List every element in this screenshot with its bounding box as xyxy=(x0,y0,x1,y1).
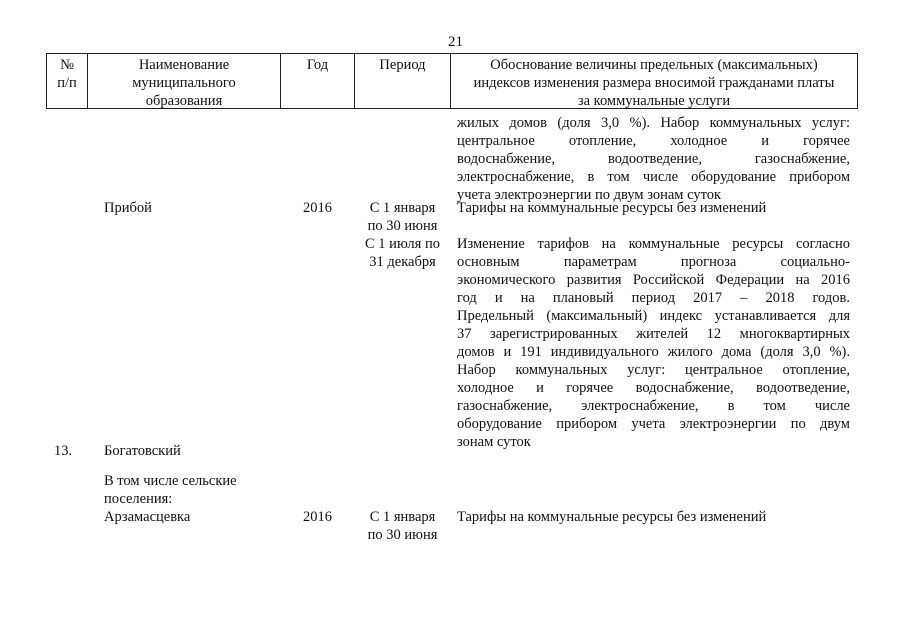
header-municipality: Наименование муниципального образования xyxy=(132,57,236,109)
subheader-text: В том числе сельские поселения: xyxy=(104,473,237,507)
basis-text: Тарифы на коммунальные ресурсы без изменений xyxy=(457,509,767,525)
basis-paragraph: Изменение тарифов на коммунальные ресурсы согласно основным параметрам прогноза социально- экономического развития Российской Федерации на 2016 год и на плановый период 2017 – 2018 годов. Предельный (максимальный) индекс устанавливается для 37 зарегистрированных жителей 12 многоквартирных домов и 191 индивидуального жилого дома (доля 3,0 %). Набор коммунальных услуг: центральное отопление, холодное и горячее водоснабжение, водоотведение, газоснабжение, электроснабжение, в том числе оборудование прибором учета электроэнергии по двум зонам суток xyxy=(457,236,850,450)
year-value: 2016 xyxy=(303,200,332,216)
period-value: С 1 января по 30 июня xyxy=(367,509,438,543)
continuation-paragraph: жилых домов (доля 3,0 %). Набор коммунальных услуг: центральное отопление, холодное и горячее водоснабжение, водоотведение, газоснабжение, электроснабжение, в том числе оборудование прибором учета электроэнергии по двум зонам суток xyxy=(457,115,850,203)
header-top-rule xyxy=(46,53,858,54)
page-number: 21 xyxy=(448,34,463,50)
period-value: С 1 января по 30 июня xyxy=(367,200,438,234)
municipality-name: Богатовский xyxy=(104,443,181,459)
municipality-name: Арзамасцевка xyxy=(104,509,191,525)
header-number: № п/п xyxy=(57,57,77,91)
header-basis: Обоснование величины предельных (максимальных) индексов изменения размера вносимой гражданами платы за коммунальные услуги xyxy=(473,57,835,109)
period-value: С 1 июля по 31 декабря xyxy=(365,236,440,270)
header-period: Период xyxy=(379,57,426,73)
basis-text: Тарифы на коммунальные ресурсы без изменений xyxy=(457,200,767,216)
year-value: 2016 xyxy=(303,509,332,525)
row-number: 13. xyxy=(54,443,73,459)
municipality-name: Прибой xyxy=(104,200,152,216)
header-year: Год xyxy=(306,57,329,73)
header-divider xyxy=(857,53,858,109)
